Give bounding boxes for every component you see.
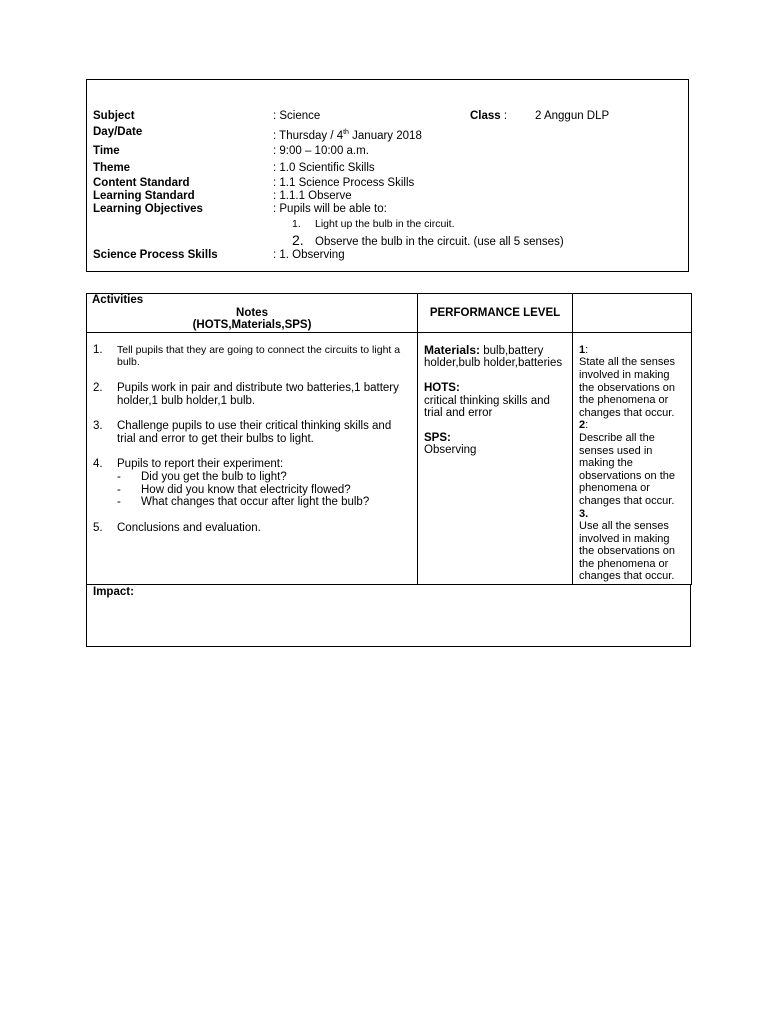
question-item <box>117 496 411 509</box>
list-item <box>93 344 411 369</box>
list-item <box>93 420 411 445</box>
activity-number: 3. <box>93 420 103 433</box>
performance-level-heading: PERFORMANCE LEVEL <box>418 294 573 333</box>
activity-number: 2. <box>93 381 103 394</box>
level-description: Describe all the senses used in making the observations on the phenomena or changes that occur. <box>579 431 676 507</box>
time-label: Time <box>93 145 120 157</box>
objective-text: Light up the bulb in the circuit. <box>315 218 455 230</box>
class-label <box>470 110 507 123</box>
level-title <box>579 344 685 357</box>
sps-text: Observing <box>424 444 477 457</box>
performance-levels-cell <box>573 332 692 584</box>
list-item <box>93 522 411 535</box>
daydate-value-post: January 2018 <box>348 129 422 142</box>
subject-value: : Science <box>273 110 321 122</box>
level-suffix: : <box>585 419 589 432</box>
notes-header-cell <box>87 294 418 333</box>
objective-item <box>292 234 564 249</box>
activity-number: 1. <box>93 343 103 356</box>
class-separator: : <box>503 110 508 122</box>
activities-list <box>87 333 417 535</box>
question-item <box>117 471 411 484</box>
materials-block <box>418 333 572 457</box>
objective-item <box>292 218 455 231</box>
theme-value: : 1.0 Scientific Skills <box>273 162 375 174</box>
activity-text: Tell pupils that they are going to connect the circuits to light a bulb. <box>117 343 401 369</box>
question-text: Did you get the bulb to light? <box>141 470 287 483</box>
level-number: 3. <box>579 507 589 520</box>
activity-text: Conclusions and evaluation. <box>117 521 261 534</box>
notes-heading: Notes <box>236 306 268 319</box>
objective-number: 2. <box>292 232 304 248</box>
activities-cell <box>87 332 418 584</box>
activity-text: Pupils to report their experiment: <box>117 458 284 471</box>
time-value: : 9:00 – 10:00 a.m. <box>273 145 369 157</box>
activity-number: 4. <box>93 458 103 471</box>
hots-text: critical thinking skills and trial and error <box>424 394 550 420</box>
content-standard-label: Content Standard <box>93 177 190 189</box>
subject-label: Subject <box>93 110 135 122</box>
level-number: 1 <box>579 343 586 356</box>
question-list <box>117 471 411 509</box>
activity-number: 5. <box>93 521 103 534</box>
question-text: What changes that occur after light the bulb? <box>141 496 370 509</box>
daydate-value-pre: : Thursday / 4 <box>273 129 344 142</box>
level-title <box>579 508 685 521</box>
class-label-text: Class <box>470 110 501 122</box>
notes-subheading: (HOTS,Materials,SPS) <box>192 319 312 332</box>
activities-heading: Activities <box>92 294 144 306</box>
content-standard-value: : 1.1 Science Process Skills <box>273 177 415 189</box>
objective-number: 1. <box>292 218 301 230</box>
materials-heading: Materials: <box>424 342 481 357</box>
list-item <box>93 458 411 508</box>
sps-value: : 1. Observing <box>273 249 345 261</box>
activity-text: Pupils work in pair and distribute two batteries,1 battery holder,1 bulb holder,1 bulb. <box>117 381 399 407</box>
objective-text: Observe the bulb in the circuit. (use all 5 senses) <box>315 236 564 248</box>
level-description: Use all the senses involved in making the observations on the phenomena or changes that occur. <box>579 520 676 583</box>
question-dash: - <box>117 483 121 496</box>
level-number: 2 <box>579 419 586 432</box>
impact-label: Impact: <box>93 586 134 598</box>
materials-text: bulb,battery holder,bulb holder,batteries <box>424 344 563 370</box>
performance-levels <box>573 333 691 583</box>
impact-box <box>86 584 691 647</box>
sps-heading: SPS: <box>424 431 451 444</box>
list-item <box>93 382 411 407</box>
level-description: State all the senses involved in making the observations on the phenomena or changes that occur. <box>579 356 676 419</box>
daydate-label: Day/Date <box>93 126 143 138</box>
materials-cell <box>418 332 573 584</box>
question-item <box>117 484 411 497</box>
learning-objectives-value: : Pupils will be able to: <box>273 203 387 215</box>
learning-objectives-label: Learning Objectives <box>93 203 203 215</box>
hots-heading: HOTS: <box>424 381 460 394</box>
class-value: 2 Anggun DLP <box>535 110 610 122</box>
daydate-value <box>273 126 422 143</box>
daydate-sup: th <box>343 129 349 136</box>
sps-label: Science Process Skills <box>93 249 218 261</box>
question-dash: - <box>117 470 121 483</box>
question-dash: - <box>117 496 121 509</box>
learning-standard-value: : 1.1.1 Observe <box>273 190 352 202</box>
activity-text: Challenge pupils to use their critical thinking skills and trial and error to get their bulbs to light. <box>117 420 392 445</box>
activities-table <box>86 293 692 585</box>
empty-header-cell <box>573 294 692 333</box>
spacer <box>424 370 566 382</box>
level-suffix: : <box>585 343 589 356</box>
theme-label: Theme <box>93 162 131 174</box>
learning-standard-label: Learning Standard <box>93 190 195 202</box>
activity-body <box>117 458 411 508</box>
question-text: How did you know that electricity flowed? <box>141 483 351 496</box>
spacer <box>424 420 566 432</box>
level-title <box>579 419 685 432</box>
